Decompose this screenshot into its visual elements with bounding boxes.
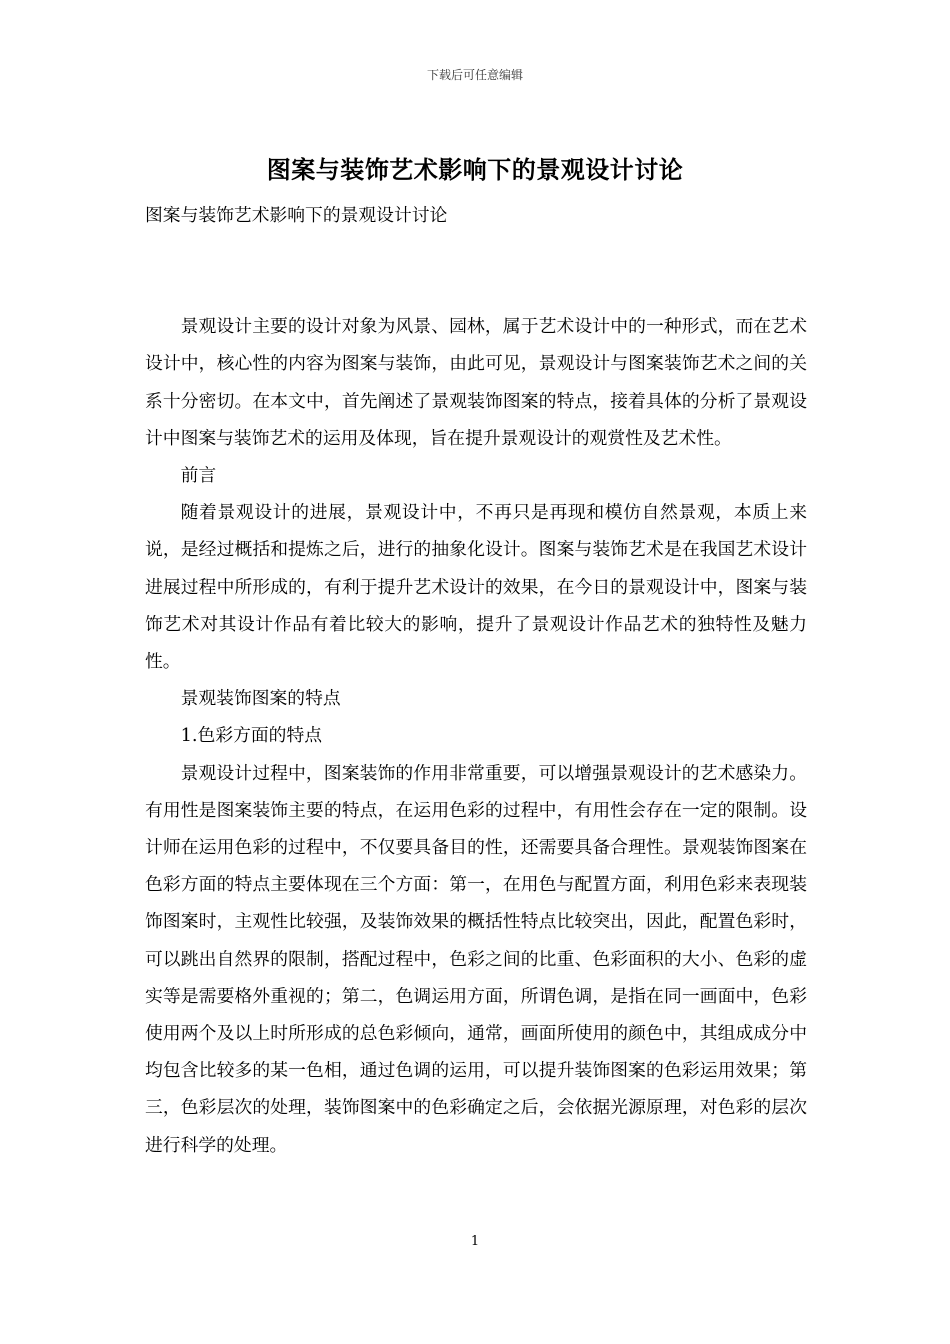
section-heading-preface: 前言 xyxy=(180,465,217,487)
preface-paragraph: 随着景观设计的进展，景观设计中，不再只是再现和模仿自然景观，本质上来说，是经过概括和提炼之后，进行的抽象化设计。图案与装饰艺术是在我国艺术设计进展过程中所形成的，有利于提升艺术设计的效果，在今日的景观设计中，图案与装饰艺术对其设计作品有着比较大的影响，提升了景观设计作品艺术的独特性及魅力性。 xyxy=(145,502,807,673)
document-subtitle: 图案与装饰艺术影响下的景观设计讨论 xyxy=(145,205,448,226)
blank-line xyxy=(145,234,807,308)
page-number: 1 xyxy=(470,1234,480,1249)
header-note: 下载后可任意编辑 xyxy=(426,68,523,82)
subsection-heading-color: 1.色彩方面的特点 xyxy=(180,725,323,747)
color-features-paragraph: 景观设计过程中，图案装饰的作用非常重要，可以增强景观设计的艺术感染力。有用性是图案装饰主要的特点，在运用色彩的过程中，有用性会存在一定的限制。设计师在运用色彩的过程中，不仅要具备目的性，还需要具备合理性。景观装饰图案在色彩方面的特点主要体现在三个方面：第一，在用色与配置方面，利用色彩来表现装饰图案时，主观性比较强，及装饰效果的概括性特点比较突出，因此，配置色彩时，可以跳出自然界的限制，搭配过程中，色彩之间的比重、色彩面积的大小、色彩的虚实等是需要格外重视的；第二，色调运用方面，所谓色调，是指在同一画面中，色彩使用两个及以上时所形成的总色彩倾向，通常，画面所使用的颜色中，其组成成分中均包含比较多的某一色相，通过色调的运用，可以提升装饰图案的色彩运用效果；第三，色彩层次的处理，装饰图案中的色彩确定之后，会依据光源原理，对色彩的层次进行科学的处理。 xyxy=(145,762,807,1156)
document-body xyxy=(145,197,807,1164)
abstract-paragraph: 景观设计主要的设计对象为风景、园林，属于艺术设计中的一种形式，而在艺术设计中，核心性的内容为图案与装饰，由此可见，景观设计与图案装饰艺术之间的关系十分密切。在本文中，首先阐述了景观装饰图案的特点，接着具体的分析了景观设计中图案与装饰艺术的运用及体现，旨在提升景观设计的观赏性及艺术性。 xyxy=(145,316,807,449)
document-title: 图案与装饰艺术影响下的景观设计讨论 xyxy=(266,155,684,184)
section-heading-features: 景观装饰图案的特点 xyxy=(180,688,341,710)
